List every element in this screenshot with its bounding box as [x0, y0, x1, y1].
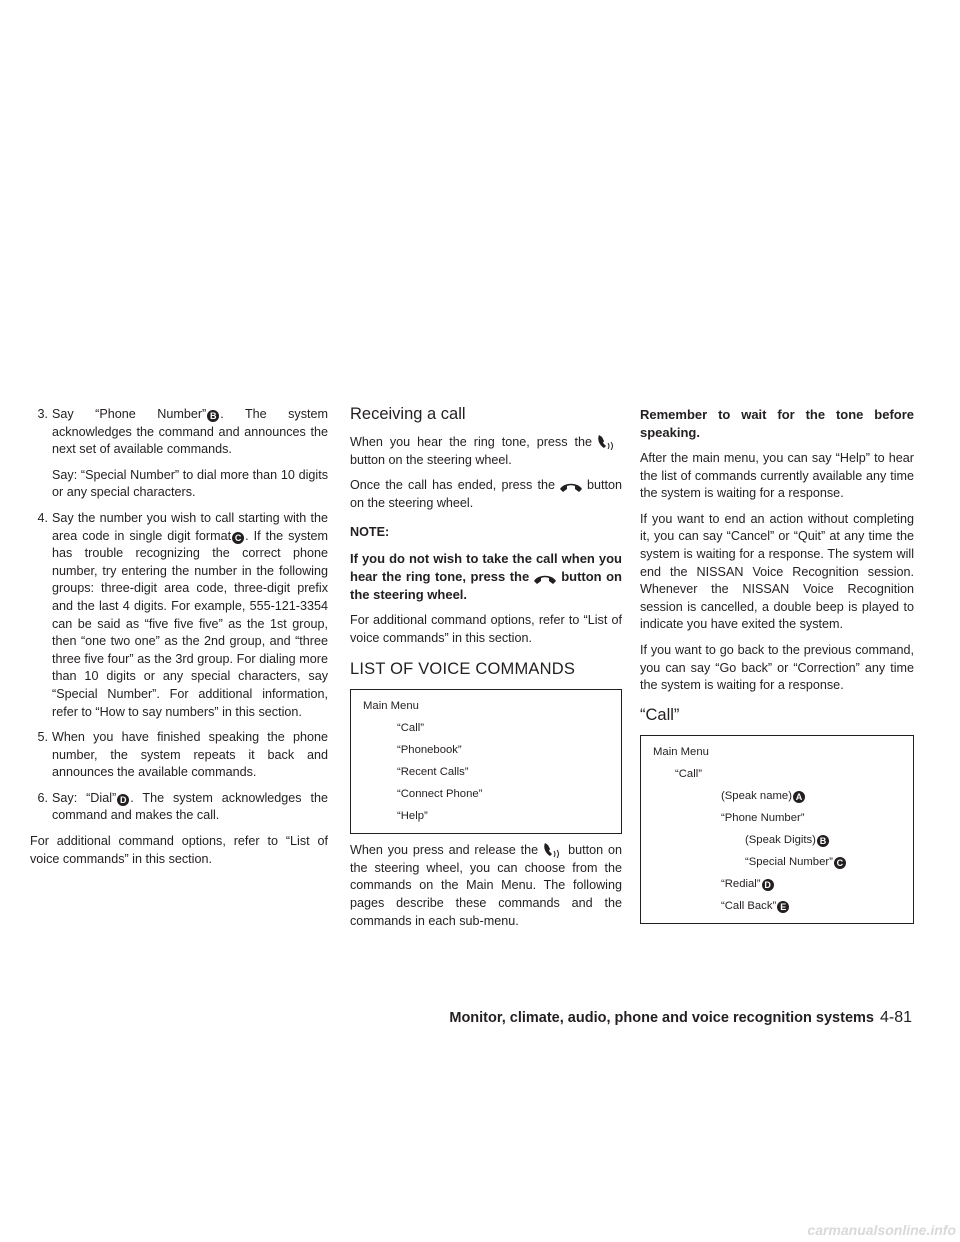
- paragraph: If you want to go back to the previous command, you can say “Go back” or “Correction” any time the system is waiting for a response.: [640, 642, 914, 693]
- text-part: button on the steering wheel.: [350, 568, 622, 602]
- menu-root: Main Menu: [363, 700, 419, 713]
- callout-d-icon: D: [762, 879, 774, 891]
- text-part: button on the steering wheel, you can choose from the commands on the Main Menu. The following pages describe these commands and the commands in each sub-menu.: [350, 843, 622, 928]
- step-subtext: Say: “Special Number” to dial more than 10 digits or any special characters.: [52, 467, 328, 500]
- callout-c-icon: C: [834, 857, 846, 869]
- menu-item: “Recent Calls”: [397, 766, 469, 779]
- menu-root: Main Menu: [653, 745, 709, 758]
- menu-item: “Help”: [397, 810, 428, 823]
- page-number: 4-81: [879, 1009, 912, 1026]
- step-number: 3.: [37, 407, 48, 421]
- step-text-part: . The system acknowledges the command and makes the call.: [52, 790, 329, 823]
- callout-d-icon: D: [117, 794, 129, 806]
- column-left: [30, 406, 328, 876]
- text-part: button on the steering wheel.: [350, 478, 622, 510]
- menu-item: “Call”: [397, 722, 424, 735]
- step-3: [30, 406, 328, 502]
- page-footer: [449, 1009, 912, 1027]
- text-part: If you do not wish to take the call when you hear the ring tone, press the: [350, 550, 622, 584]
- menu-item: “Phonebook”: [397, 744, 462, 757]
- step-number: 4.: [37, 510, 48, 525]
- menu-item-special-number: [653, 851, 903, 873]
- step-number: 6.: [37, 790, 48, 805]
- menu-text: (Speak Digits): [745, 833, 816, 846]
- note-text: [350, 550, 622, 604]
- phone-talk-icon: [596, 434, 618, 450]
- text-part: When you hear the ring tone, press the: [350, 435, 592, 449]
- text-part: Once the call has ended, press the: [350, 478, 555, 493]
- section-heading-call: “Call”: [640, 705, 680, 724]
- step-number: 5.: [37, 730, 48, 745]
- call-menu-box: [640, 735, 914, 924]
- step-text-part: Say: “Dial”: [52, 790, 117, 805]
- column-middle: [350, 404, 622, 938]
- step-text: [52, 790, 328, 825]
- section-heading-list: LIST OF VOICE COMMANDS: [350, 660, 576, 679]
- step-text: [52, 406, 328, 459]
- menu-text: “Special Number”: [745, 855, 833, 868]
- footer-title: Monitor, climate, audio, phone and voice recognition systems: [449, 1010, 874, 1026]
- step-text: [52, 510, 328, 721]
- phone-hangup-icon: [533, 573, 557, 585]
- menu-item-call: “Call”: [675, 767, 702, 780]
- step-4: [30, 510, 328, 721]
- callout-b-icon: B: [207, 410, 219, 422]
- step-6: [30, 790, 328, 825]
- phone-talk-icon: [542, 842, 564, 858]
- step-text-part: . The system acknowledges the command and announces the next set of available commands.: [52, 407, 328, 457]
- menu-item-redial: [653, 873, 903, 895]
- menu-item-call-back: [653, 895, 903, 917]
- paragraph: [350, 434, 622, 469]
- paragraph: For additional command options, refer to “List of voice commands” in this section.: [350, 612, 622, 645]
- paragraph: After the main menu, you can say “Help” to hear the list of commands currently available any time the system is waiting for a response.: [640, 451, 914, 501]
- step-5: [30, 729, 328, 782]
- menu-text: “Call Back”: [721, 899, 777, 912]
- menu-item-speak-digits: [653, 829, 903, 851]
- menu-text: (Speak name): [721, 789, 792, 802]
- menu-item-phone-number: “Phone Number”: [721, 811, 805, 824]
- step-text-part: Say “Phone Number”: [52, 407, 207, 421]
- text-part: button on the steering wheel.: [350, 452, 512, 467]
- paragraph: If you want to end an action without completing it, you can say “Cancel” or “Quit” at any time the system is waiting for a response. The system will end the NISSAN Voice Recognition session. Whenever the NISSAN Voice Recognition session is cancelled, a double beep is played to indicate you have exited the system.: [640, 511, 914, 632]
- column-right: [640, 406, 914, 932]
- text-part: When you press and release the: [350, 843, 539, 858]
- watermark: carmanualsonline.info: [807, 1222, 956, 1238]
- callout-c-icon: C: [232, 532, 244, 544]
- section-heading: Receiving a call: [350, 405, 466, 423]
- callout-b-icon: B: [817, 835, 829, 847]
- main-menu-box: [350, 689, 622, 834]
- note-label: NOTE:: [350, 525, 390, 540]
- callout-e-icon: E: [777, 901, 789, 913]
- menu-item: “Connect Phone”: [397, 788, 483, 801]
- phone-hangup-icon: [559, 481, 583, 493]
- paragraph: [350, 477, 622, 512]
- step-text-part: . If the system has trouble recognizing the correct phone number, try entering the number in the following groups: three-digit area code, three-digit prefix and the last 4 digits. For example, 555-121-3354 can be said as “five five five” as the 1st group, then “one two one” as the 2nd group, and “three three five four” as the 3rd group. For dialing more than 10 digits or any special characters, say “Special Number”. For additional information, refer to “How to say numbers” in this section.: [52, 528, 328, 719]
- closing-paragraph: For additional command options, refer to “List of voice commands” in this section.: [30, 834, 328, 866]
- bold-note: Remember to wait for the tone before speaking.: [640, 407, 914, 440]
- callout-a-icon: A: [793, 791, 805, 803]
- step-text-part: Say the number you wish to call starting with the area code in single digit format: [52, 510, 328, 543]
- menu-text: “Redial”: [721, 877, 761, 890]
- paragraph: [350, 842, 622, 930]
- step-text: When you have finished speaking the phone number, the system repeats it back and announces the available commands.: [52, 730, 328, 780]
- menu-item-speak-name: [653, 785, 903, 807]
